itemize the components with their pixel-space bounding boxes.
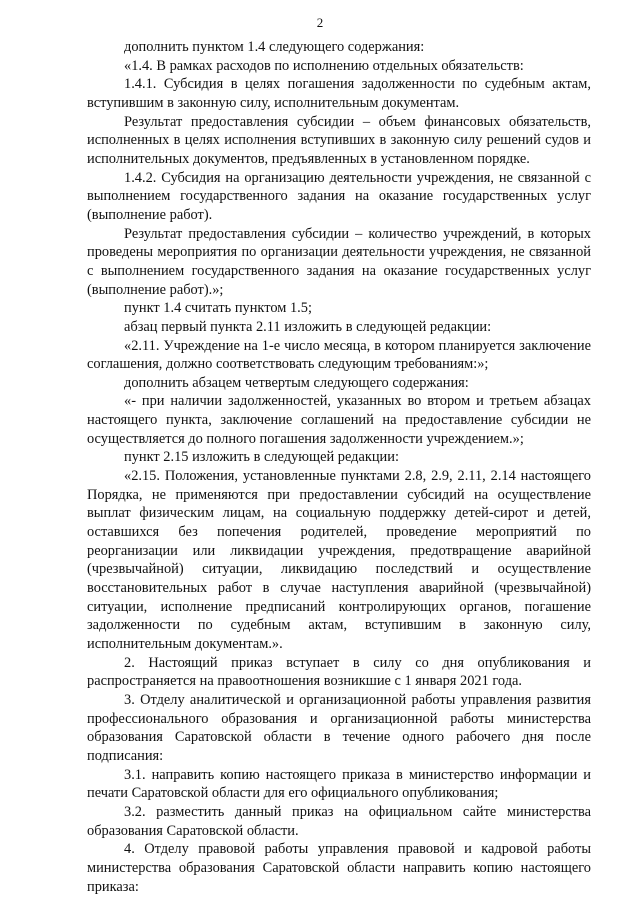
- paragraph: пункт 2.15 изложить в следующей редакции:: [124, 449, 399, 466]
- document-body: [87, 38, 591, 896]
- paragraph: дополнить пунктом 1.4 следующего содержания:: [124, 39, 425, 55]
- paragraph: «2.15. Положения, установленные пунктами 2.8, 2.9, 2.11, 2.14 настоящего Порядка, не применяются при предоставлении субсидий на осуществление выплат физическим лицам, на социальную поддержку детей-сирот и детей, оставшихся без попечения родителей, проведение мероприятий по реорганизации или ликвидации учреждения, предотвращение аварийной (чрезвычайной) ситуации, ликвидацию последствий и осуществление восстановительных работ в случае наступления аварийной (чрезвычайной) ситуации, исполнение предписаний контролирующих органов, погашение задолженности по судебным актам, вступившим в законную силу, исполнительным документам.».: [87, 468, 591, 652]
- paragraph: 1.4.2. Субсидия на организацию деятельности учреждения, не связанной с выполнением государственного задания на оказание государственных услуг (выполнение работ).: [87, 169, 591, 223]
- paragraph: дополнить абзацем четвертым следующего содержания:: [124, 374, 469, 391]
- page-number: 2: [316, 15, 324, 30]
- paragraph: «1.4. В рамках расходов по исполнению отдельных обязательств:: [124, 57, 524, 74]
- paragraph: 4. Отделу правовой работы управления правовой и кадровой работы министерства образования Саратовской области направить копию настоящего приказа:: [87, 841, 591, 895]
- paragraph: 2. Настоящий приказ вступает в силу со дня опубликования и распространяется на правоотношения возникшие с 1 января 2021 года.: [87, 654, 591, 690]
- paragraph: Результат предоставления субсидии – количество учреждений, в которых проведены мероприятия по организации деятельности учреждения, не связанной с выполнением государственного задания на оказание государственных услуг (выполнение работ).»;: [87, 225, 591, 298]
- paragraph: Результат предоставления субсидии – объем финансовых обязательств, исполненных в целях исполнения вступивших в законную силу решений судов и исполнительных документов, предъявленных в установленном порядке.: [87, 113, 591, 167]
- paragraph: «2.11. Учреждение на 1-е число месяца, в котором планируется заключение соглашения, должно соответствовать следующим требованиям:»;: [87, 337, 591, 373]
- paragraph: абзац первый пункта 2.11 изложить в следующей редакции:: [124, 318, 492, 335]
- paragraph: 3.2. разместить данный приказ на официальном сайте министерства образования Саратовской области.: [87, 803, 591, 839]
- paragraph: «- при наличии задолженностей, указанных во втором и третьем абзацах настоящего пункта, заключение соглашений на предоставление субсидии не осуществляется до полного погашения задолженности учреждением.»;: [87, 393, 591, 447]
- paragraph: 1.4.1. Субсидия в целях погашения задолженности по судебным актам, вступившим в законную силу, исполнительным документам.: [87, 76, 591, 111]
- paragraph: 3.1. направить копию настоящего приказа в министерство информации и печати Саратовской области для его официального опубликования;: [87, 766, 591, 802]
- paragraph: пункт 1.4 считать пунктом 1.5;: [124, 300, 312, 317]
- paragraph: 3. Отделу аналитической и организационной работы управления развития профессионального образования и организационной работы министерства образования Саратовской области в течение одного рабочего дня после подписания:: [87, 691, 591, 764]
